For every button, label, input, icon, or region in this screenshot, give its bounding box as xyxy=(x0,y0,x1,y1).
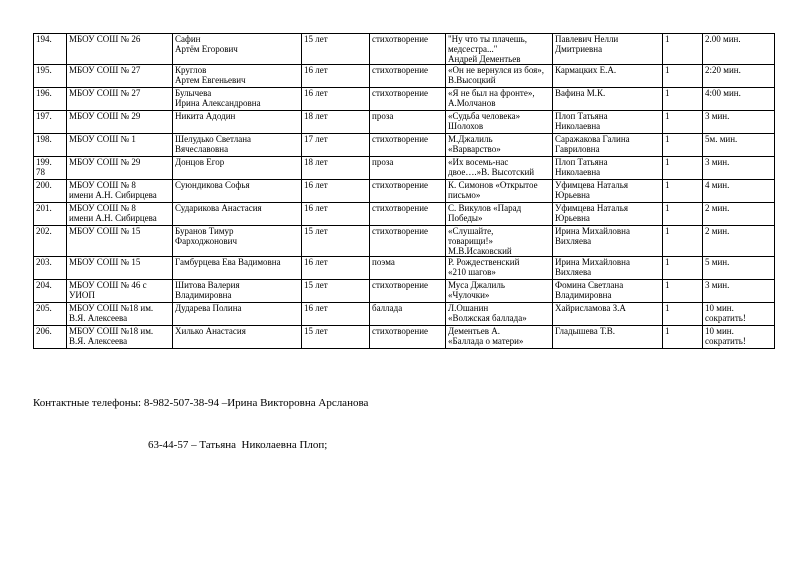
cell-genre: стихотворение xyxy=(370,180,446,203)
table-row xyxy=(34,157,775,180)
participants-table xyxy=(33,33,775,349)
cell-age: 16 лет xyxy=(302,88,370,111)
cell-teacher: Ирина Михайловна Вихляева xyxy=(553,257,663,280)
cell-teacher: Плоп Татьяна Николаевна xyxy=(553,111,663,134)
cell-genre: стихотворение xyxy=(370,280,446,303)
table-row xyxy=(34,180,775,203)
cell-genre: стихотворение xyxy=(370,226,446,257)
table-row xyxy=(34,88,775,111)
cell-genre: стихотворение xyxy=(370,65,446,88)
cell-genre: баллада xyxy=(370,303,446,326)
cell-count: 1 xyxy=(663,280,703,303)
cell-age: 15 лет xyxy=(302,326,370,349)
cell-count: 1 xyxy=(663,65,703,88)
cell-time: 3 мин. xyxy=(703,111,775,134)
cell-age: 16 лет xyxy=(302,203,370,226)
cell-name: Круглов Артем Евгеньевич xyxy=(173,65,302,88)
cell-count: 1 xyxy=(663,157,703,180)
cell-age: 16 лет xyxy=(302,180,370,203)
cell-teacher: Уфимцева Наталья Юрьевна xyxy=(553,203,663,226)
cell-work: «Слушайте, товарищи!» М.В.Исаковский xyxy=(446,226,553,257)
cell-work: "Ну что ты плачешь, медсестра..." Андрей Дементьев xyxy=(446,34,553,65)
cell-count: 1 xyxy=(663,88,703,111)
cell-count: 1 xyxy=(663,34,703,65)
cell-count: 1 xyxy=(663,134,703,157)
cell-time: 2:20 мин. xyxy=(703,65,775,88)
cell-teacher: Плоп Татьяна Николаевна xyxy=(553,157,663,180)
cell-teacher: Хайрисламова З.А xyxy=(553,303,663,326)
cell-genre: стихотворение xyxy=(370,203,446,226)
cell-teacher: Фомина Светлана Владимировна xyxy=(553,280,663,303)
cell-genre: стихотворение xyxy=(370,134,446,157)
cell-school: МБОУ СОШ № 15 xyxy=(67,257,173,280)
cell-time: 4 мин. xyxy=(703,180,775,203)
cell-num: 203. xyxy=(34,257,67,280)
table-row xyxy=(34,303,775,326)
cell-teacher: Саражакова Галина Гавриловна xyxy=(553,134,663,157)
cell-genre: стихотворение xyxy=(370,88,446,111)
cell-school: МБОУ СОШ № 15 xyxy=(67,226,173,257)
table-row xyxy=(34,226,775,257)
cell-time: 2.00 мин. xyxy=(703,34,775,65)
cell-time: 10 мин. сократить! xyxy=(703,303,775,326)
cell-teacher: Уфимцева Наталья Юрьевна xyxy=(553,180,663,203)
cell-work: М.Джалиль «Варварство» xyxy=(446,134,553,157)
cell-work: С. Викулов «Парад Победы» xyxy=(446,203,553,226)
cell-time: 4:00 мин. xyxy=(703,88,775,111)
cell-num: 194. xyxy=(34,34,67,65)
cell-name: Шелудько Светлана Вячеславовна xyxy=(173,134,302,157)
cell-time: 2 мин. xyxy=(703,226,775,257)
cell-age: 18 лет xyxy=(302,157,370,180)
cell-num: 197. xyxy=(34,111,67,134)
cell-school: МБОУ СОШ №18 им. В.Я. Алексеева xyxy=(67,303,173,326)
cell-name: Гамбурцева Ева Вадимовна xyxy=(173,257,302,280)
cell-time: 5 мин. xyxy=(703,257,775,280)
cell-name: Булычева Ирина Александровна xyxy=(173,88,302,111)
cell-work: «Судьба человека» Шолохов xyxy=(446,111,553,134)
cell-count: 1 xyxy=(663,303,703,326)
cell-num: 201. xyxy=(34,203,67,226)
cell-name: Суюндикова Софья xyxy=(173,180,302,203)
cell-age: 16 лет xyxy=(302,257,370,280)
cell-school: МБОУ СОШ № 29 xyxy=(67,111,173,134)
cell-count: 1 xyxy=(663,326,703,349)
cell-age: 16 лет xyxy=(302,65,370,88)
cell-school: МБОУ СОШ № 26 xyxy=(67,34,173,65)
cell-work: Л.Ошанин «Волжская баллада» xyxy=(446,303,553,326)
cell-time: 2 мин. xyxy=(703,203,775,226)
cell-school: МБОУ СОШ №18 им. В.Я. Алексеева xyxy=(67,326,173,349)
contacts-line-2: 63-44-57 – Татьяна Николаевна Плоп; xyxy=(148,439,328,451)
cell-num: 195. xyxy=(34,65,67,88)
cell-age: 15 лет xyxy=(302,280,370,303)
cell-count: 1 xyxy=(663,257,703,280)
cell-age: 18 лет xyxy=(302,111,370,134)
cell-age: 15 лет xyxy=(302,226,370,257)
cell-work: «Я не был на фронте», А.Молчанов xyxy=(446,88,553,111)
table-row xyxy=(34,280,775,303)
table-row xyxy=(34,111,775,134)
cell-genre: стихотворение xyxy=(370,34,446,65)
cell-num: 205. xyxy=(34,303,67,326)
cell-school: МБОУ СОШ № 1 xyxy=(67,134,173,157)
cell-genre: поэма xyxy=(370,257,446,280)
cell-name: Буранов Тимур Фарходжонович xyxy=(173,226,302,257)
cell-genre: проза xyxy=(370,111,446,134)
cell-work: Муса Джалиль «Чулочки» xyxy=(446,280,553,303)
cell-genre: проза xyxy=(370,157,446,180)
table-row xyxy=(34,134,775,157)
cell-teacher: Вафина М.К. xyxy=(553,88,663,111)
cell-num: 196. xyxy=(34,88,67,111)
cell-time: 5м. мин. xyxy=(703,134,775,157)
cell-school: МБОУ СОШ № 46 с УИОП xyxy=(67,280,173,303)
cell-count: 1 xyxy=(663,180,703,203)
cell-work: «Их восемь-нас двое….»В. Высотский xyxy=(446,157,553,180)
cell-time: 10 мин. сократить! xyxy=(703,326,775,349)
cell-school: МБОУ СОШ № 27 xyxy=(67,88,173,111)
cell-num: 202. xyxy=(34,226,67,257)
cell-time: 3 мин. xyxy=(703,280,775,303)
cell-work: Дементьев А. «Баллада о матери» xyxy=(446,326,553,349)
cell-num: 206. xyxy=(34,326,67,349)
table-row xyxy=(34,203,775,226)
contacts-line-1: Контактные телефоны: 8-982-507-38-94 –Ирина Викторовна Арсланова xyxy=(33,397,369,409)
cell-age: 15 лет xyxy=(302,34,370,65)
cell-name: Сударикова Анастасия xyxy=(173,203,302,226)
cell-num: 198. xyxy=(34,134,67,157)
cell-num: 200. xyxy=(34,180,67,203)
cell-num: 199. 78 xyxy=(34,157,67,180)
cell-genre: стихотворение xyxy=(370,326,446,349)
contacts-block xyxy=(33,368,368,466)
cell-count: 1 xyxy=(663,203,703,226)
table-row xyxy=(34,257,775,280)
cell-time: 3 мин. xyxy=(703,157,775,180)
table-row xyxy=(34,34,775,65)
cell-count: 1 xyxy=(663,226,703,257)
cell-name: Шитова Валерия Владимировна xyxy=(173,280,302,303)
cell-age: 17 лет xyxy=(302,134,370,157)
cell-work: К. Симонов «Открытое письмо» xyxy=(446,180,553,203)
cell-school: МБОУ СОШ № 8 имени А.Н. Сибирцева xyxy=(67,180,173,203)
cell-teacher: Гладышева Т.В. xyxy=(553,326,663,349)
cell-school: МБОУ СОШ № 8 имени А.Н. Сибирцева xyxy=(67,203,173,226)
cell-name: Донцов Егор xyxy=(173,157,302,180)
cell-name: Сафин Артём Егорович xyxy=(173,34,302,65)
cell-work: «Он не вернулся из боя», В.Высоцкий xyxy=(446,65,553,88)
cell-work: Р. Рождественский «210 шагов» xyxy=(446,257,553,280)
cell-num: 204. xyxy=(34,280,67,303)
cell-name: Никита Адодин xyxy=(173,111,302,134)
cell-school: МБОУ СОШ № 29 xyxy=(67,157,173,180)
cell-teacher: Павлевич Нелли Дмитриевна xyxy=(553,34,663,65)
cell-name: Хилько Анастасия xyxy=(173,326,302,349)
table-row xyxy=(34,65,775,88)
cell-school: МБОУ СОШ № 27 xyxy=(67,65,173,88)
cell-name: Дударева Полина xyxy=(173,303,302,326)
cell-age: 16 лет xyxy=(302,303,370,326)
cell-count: 1 xyxy=(663,111,703,134)
cell-teacher: Кармацких Е.А. xyxy=(553,65,663,88)
table-row xyxy=(34,326,775,349)
cell-teacher: Ирина Михайловна Вихляева xyxy=(553,226,663,257)
